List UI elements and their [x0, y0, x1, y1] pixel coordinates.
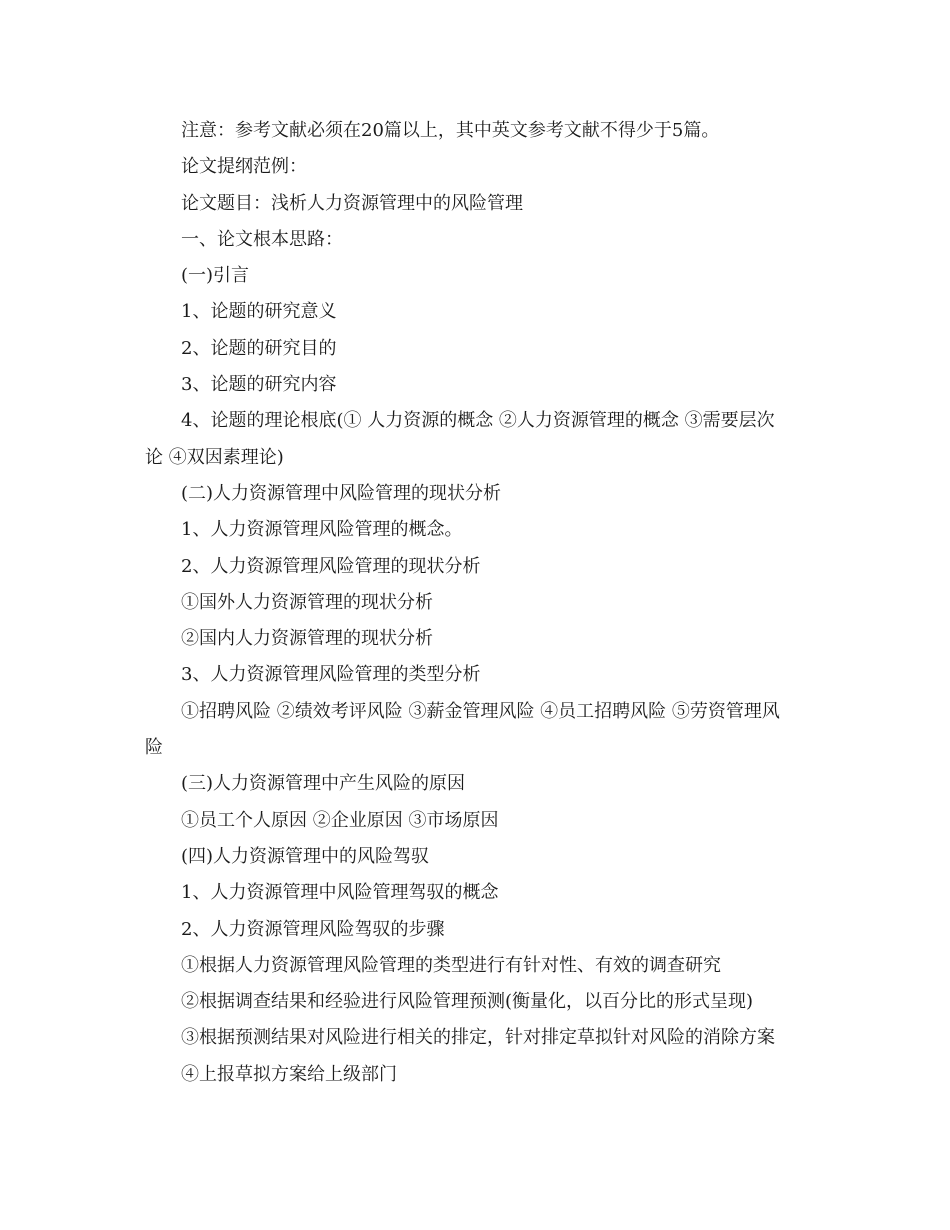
- list-item: ③根据预测结果对风险进行相关的排定，针对排定草拟针对风险的消除方案: [181, 1027, 775, 1049]
- subsection-heading-intro: (一)引言: [181, 265, 250, 287]
- list-item: ④上报草拟方案给上级部门: [181, 1063, 397, 1085]
- thesis-title: 论文题目：浅析人力资源管理中的风险管理: [181, 192, 523, 214]
- document-body: [145, 113, 805, 1093]
- list-item: ①国外人力资源管理的现状分析: [181, 591, 433, 613]
- list-item: 2、人力资源管理风险管理的现状分析: [181, 555, 481, 577]
- section-heading-1: 一、论文根本思路：: [181, 228, 343, 250]
- list-item: 2、人力资源管理风险驾驭的步骤: [181, 918, 445, 940]
- list-item: 2、论题的研究目的: [181, 337, 337, 359]
- note-reference-requirement: 注意：参考文献必须在20篇以上，其中英文参考文献不得少于5篇。: [181, 120, 720, 141]
- list-item: 3、人力资源管理风险管理的类型分析: [181, 664, 481, 686]
- subsection-heading-status: (二)人力资源管理中风险管理的现状分析: [181, 482, 502, 504]
- outline-example-heading: 论文提纲范例：: [181, 156, 307, 178]
- subsection-heading-control: (四)人力资源管理中的风险驾驭: [181, 845, 430, 867]
- subsection-heading-causes: (三)人力资源管理中产生风险的原因: [181, 773, 466, 795]
- list-item: 1、人力资源管理中风险管理驾驭的概念: [181, 882, 499, 904]
- list-item: 1、论题的研究意义: [181, 301, 337, 323]
- list-item: 3、论题的研究内容: [181, 374, 337, 396]
- list-item: ②根据调查结果和经验进行风险管理预测(衡量化，以百分比的形式呈现): [181, 991, 754, 1013]
- list-item: 4、论题的理论根底(① 人力资源的概念 ②人力资源管理的概念 ③需要层次: [181, 410, 775, 432]
- list-item: ①员工个人原因 ②企业原因 ③市场原因: [181, 809, 499, 831]
- list-item: 1、人力资源管理风险管理的概念。: [181, 519, 463, 541]
- list-item-continuation: 险: [145, 737, 163, 759]
- list-item: ①根据人力资源管理风险管理的类型进行有针对性、有效的调查研究: [181, 954, 721, 976]
- list-item-continuation: 论 ④双因素理论): [145, 446, 284, 468]
- list-item: ②国内人力资源管理的现状分析: [181, 628, 433, 650]
- list-item: ①招聘风险 ②绩效考评风险 ③薪金管理风险 ④员工招聘风险 ⑤劳资管理风: [181, 700, 780, 722]
